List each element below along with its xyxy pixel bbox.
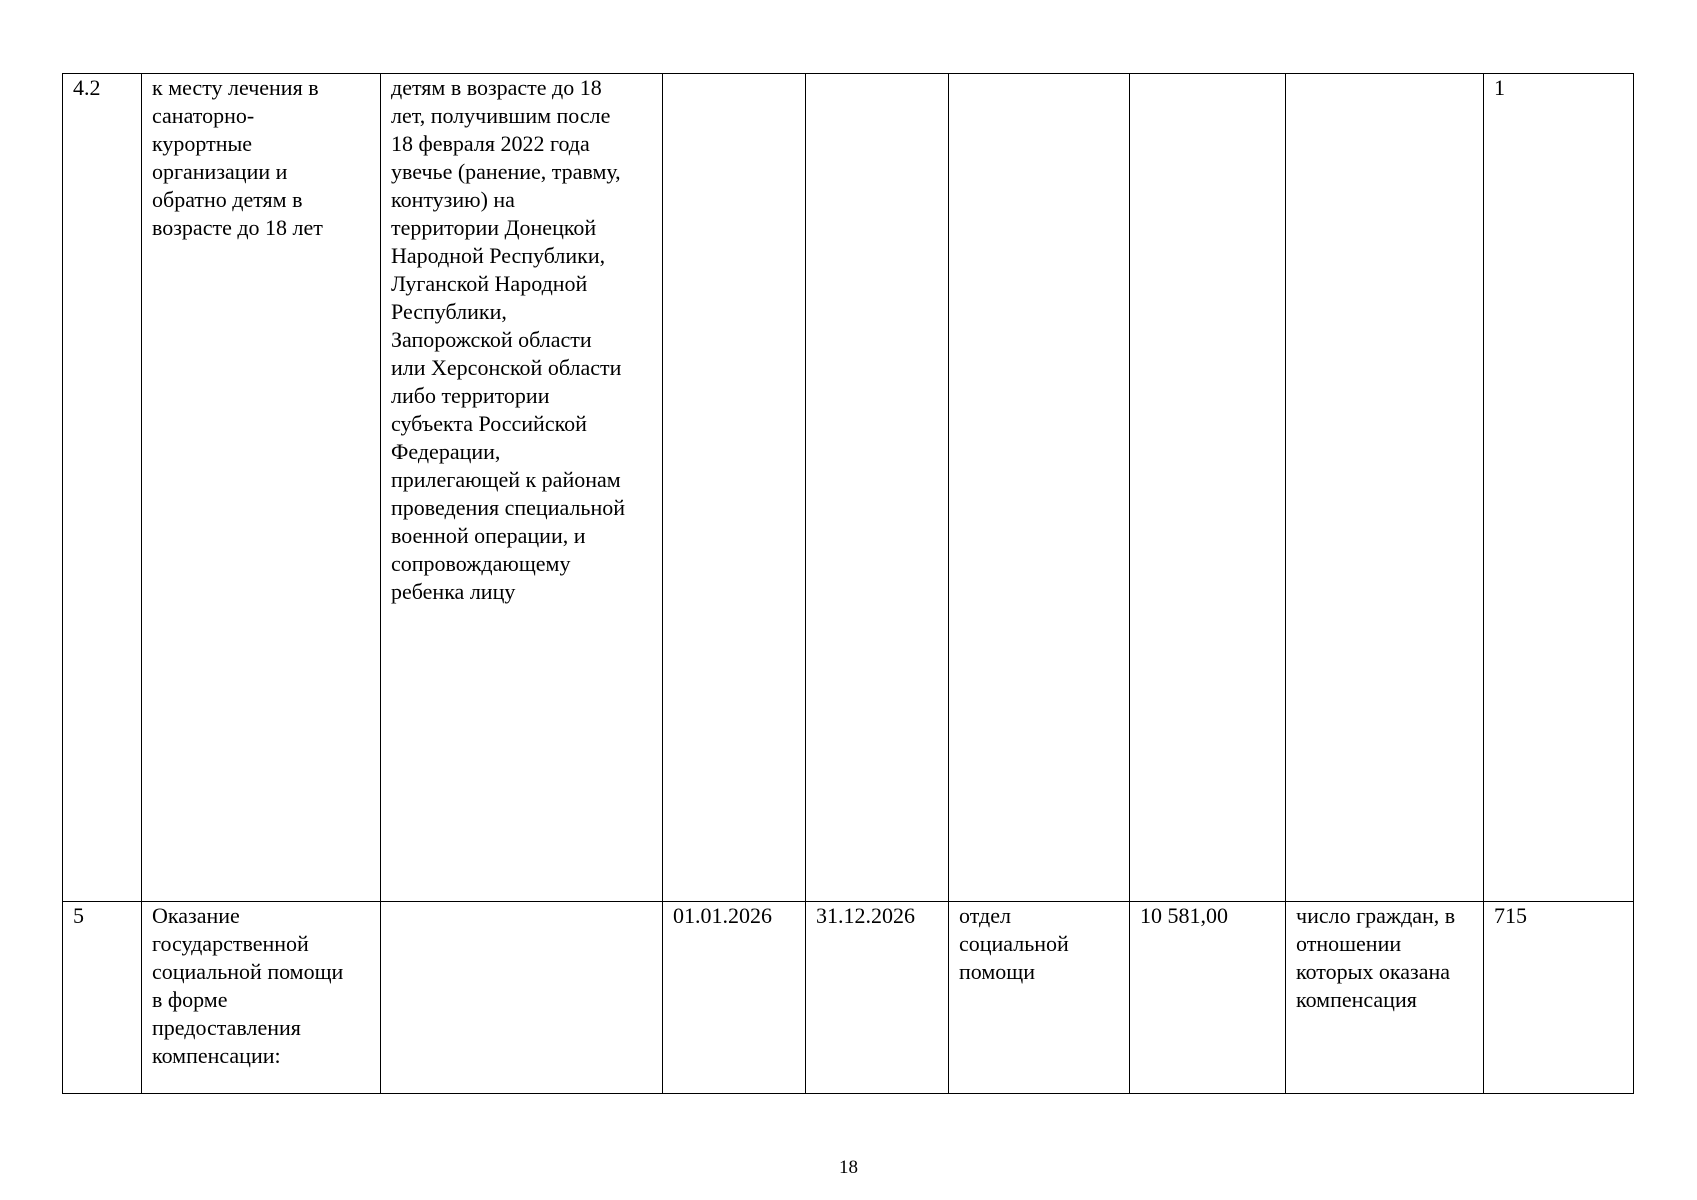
text-line: либо территории	[391, 383, 550, 408]
text-line: которых оказана	[1296, 959, 1450, 984]
indicator-name	[1296, 902, 1473, 1014]
text-line: обратно детям в	[152, 187, 303, 212]
text-line: 18 февраля 2022 года	[391, 131, 590, 156]
text-line: отношении	[1296, 931, 1402, 956]
text-line: Народной Республики,	[391, 243, 606, 268]
start-date-cell	[663, 74, 806, 902]
amount: 10 581,00	[1140, 903, 1228, 928]
text-line: социальной помощи	[152, 959, 344, 984]
table-row	[63, 902, 1634, 1094]
measure-name	[152, 74, 370, 242]
responsible-cell	[949, 74, 1130, 902]
text-line: организации и	[152, 159, 288, 184]
text-line: социальной	[959, 931, 1069, 956]
text-line: к месту лечения в	[152, 75, 319, 100]
text-line: Республики,	[391, 299, 507, 324]
table-row	[63, 74, 1634, 902]
start-date: 01.01.2026	[673, 903, 772, 928]
end-date-cell	[806, 74, 949, 902]
text-line: прилегающей к районам	[391, 467, 621, 492]
text-line: субъекта Российской	[391, 411, 587, 436]
text-line: курортные	[152, 131, 253, 156]
value-cell	[1484, 902, 1634, 1094]
indicator-value: 715	[1494, 903, 1527, 928]
value-cell	[1484, 74, 1634, 902]
end-date-cell	[806, 902, 949, 1094]
row-number-cell	[63, 74, 142, 902]
text-line: контузию) на	[391, 187, 515, 212]
text-line: сопровождающему	[391, 551, 571, 576]
responsible-unit	[959, 902, 1119, 986]
text-line: компенсация	[1296, 987, 1417, 1012]
text-line: Федерации,	[391, 439, 501, 464]
measure-name-cell	[142, 74, 381, 902]
text-line: или Херсонской области	[391, 355, 622, 380]
text-line: территории Донецкой	[391, 215, 597, 240]
text-line: Оказание	[152, 903, 240, 928]
indicator-cell	[1286, 902, 1484, 1094]
amount-cell	[1130, 74, 1286, 902]
text-line: увечье (ранение, травму,	[391, 159, 621, 184]
text-line: компенсации:	[152, 1043, 281, 1068]
text-line: Запорожской области	[391, 327, 592, 352]
text-line: ребенка лицу	[391, 579, 516, 604]
text-line: число граждан, в	[1296, 903, 1456, 928]
data-table	[62, 73, 1634, 1094]
row-number: 5	[73, 903, 84, 928]
row-number: 4.2	[73, 75, 101, 100]
text-line: помощи	[959, 959, 1035, 984]
page-number: 18	[839, 1157, 858, 1178]
indicator-cell	[1286, 74, 1484, 902]
text-line: отдел	[959, 903, 1011, 928]
row-number-cell	[63, 902, 142, 1094]
end-date: 31.12.2026	[816, 903, 915, 928]
recipient-text	[391, 74, 652, 606]
indicator-value: 1	[1494, 75, 1505, 100]
text-line: государственной	[152, 931, 309, 956]
measure-name-cell	[142, 902, 381, 1094]
text-line: предоставления	[152, 1015, 301, 1040]
text-line: проведения специальной	[391, 495, 625, 520]
amount-cell	[1130, 902, 1286, 1094]
recipient-cell	[381, 74, 663, 902]
text-line: возрасте до 18 лет	[152, 215, 323, 240]
text-line: санаторно-	[152, 103, 255, 128]
text-line: Луганской Народной	[391, 271, 588, 296]
text-line: лет, получившим после	[391, 103, 611, 128]
recipient-cell	[381, 902, 663, 1094]
measure-name	[152, 902, 370, 1070]
responsible-cell	[949, 902, 1130, 1094]
text-line: в форме	[152, 987, 228, 1012]
text-line: детям в возрасте до 18	[391, 75, 602, 100]
start-date-cell	[663, 902, 806, 1094]
text-line: военной операции, и	[391, 523, 586, 548]
